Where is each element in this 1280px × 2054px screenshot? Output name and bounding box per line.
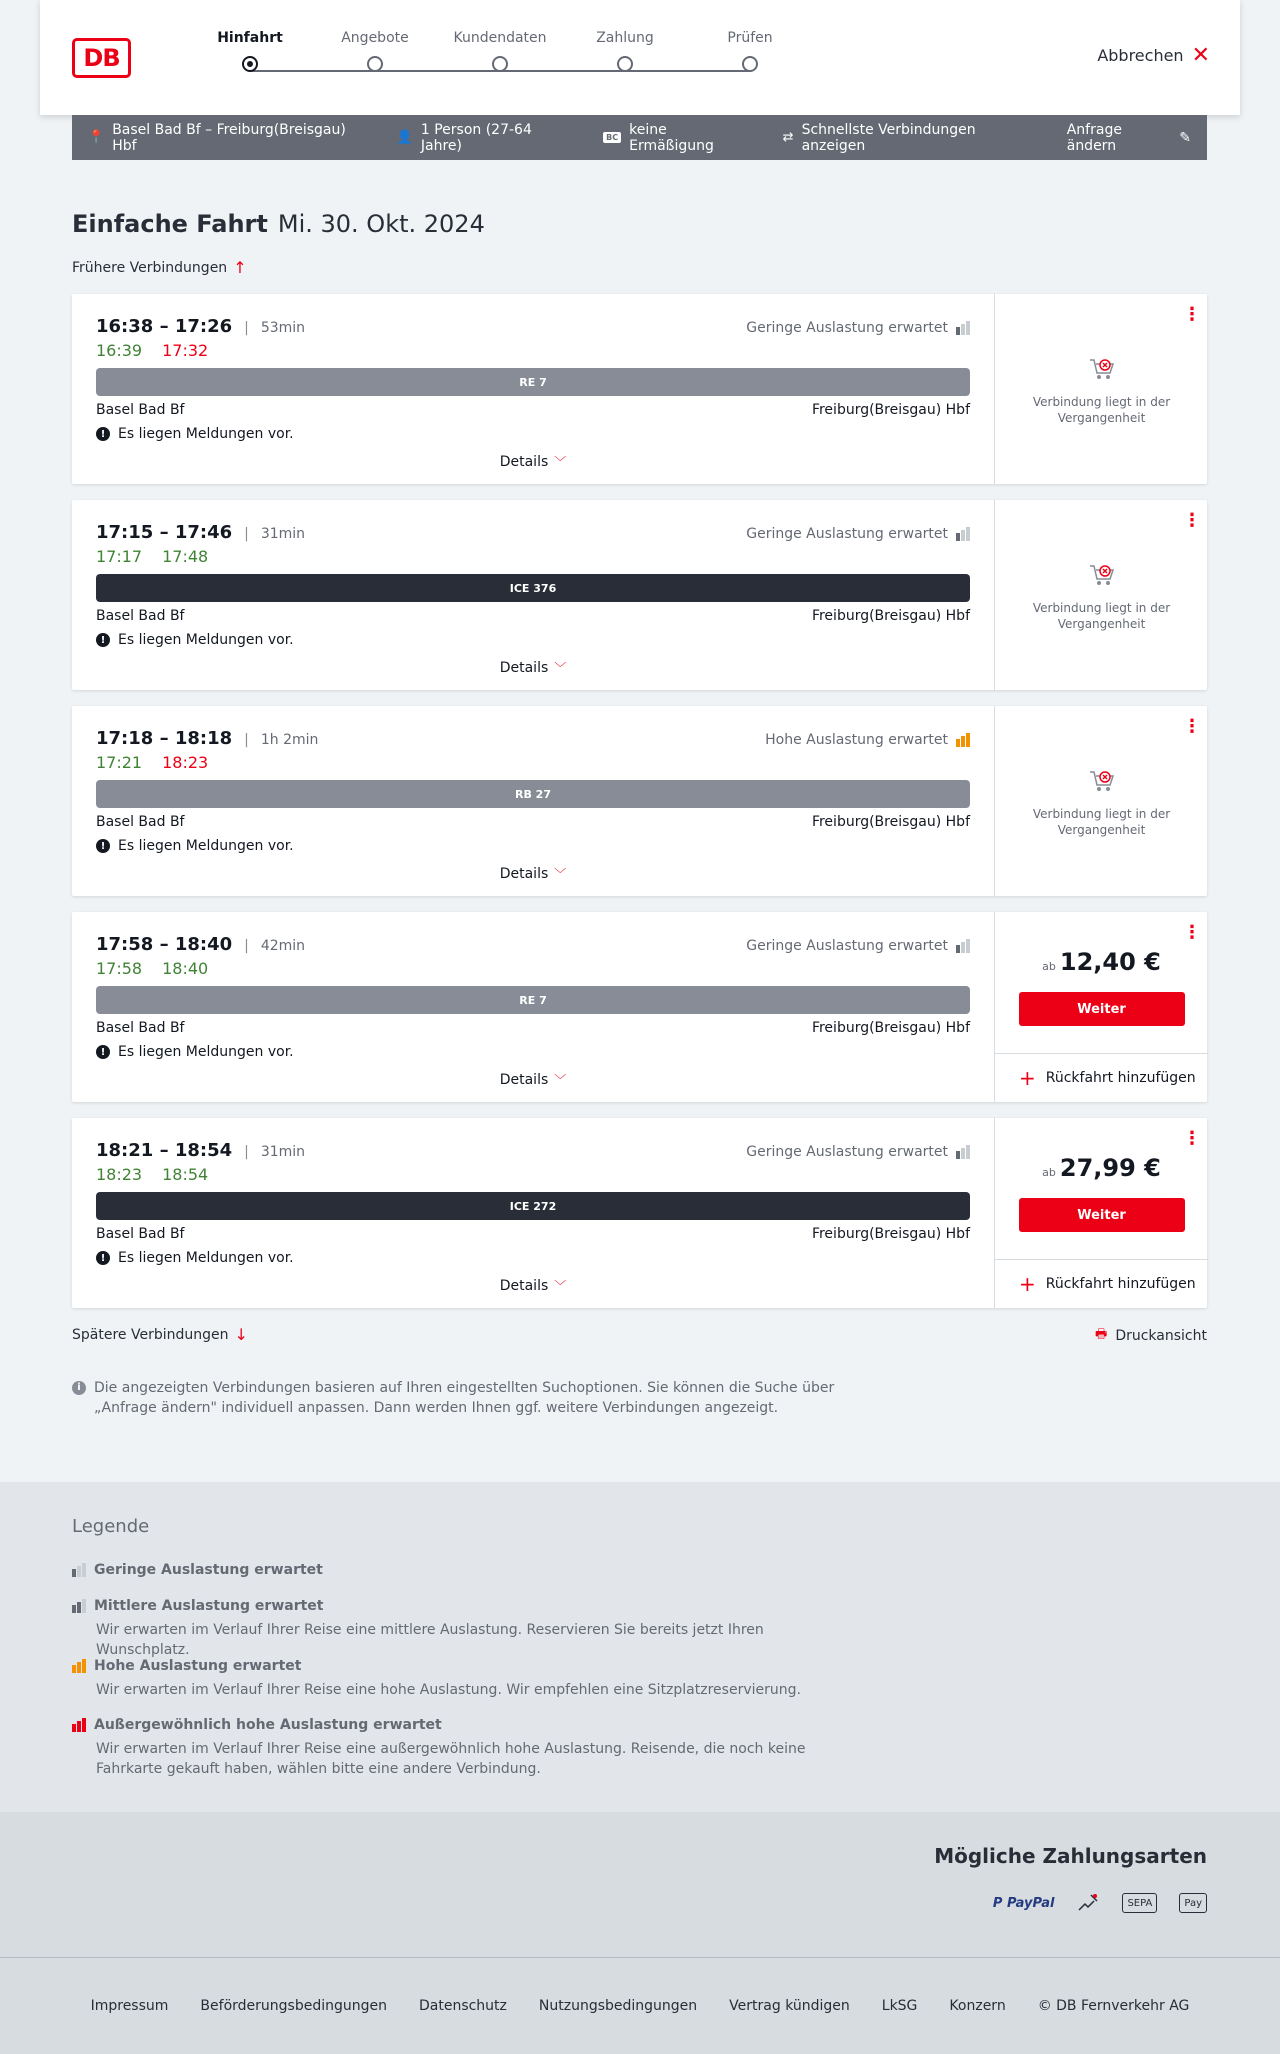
summary-discount — [603, 122, 751, 154]
stations-row — [96, 1226, 970, 1242]
divider: | — [244, 526, 249, 542]
booking-progress — [210, 30, 773, 90]
payment-methods-section — [0, 1812, 1280, 1957]
summary-route — [88, 122, 365, 154]
footer-link-nutzungsbedingungen[interactable]: Nutzungsbedingungen — [538, 1998, 698, 2014]
trip-type: Einfache Fahrt — [72, 210, 268, 238]
realtime-row — [96, 341, 970, 360]
earlier-label: Frühere Verbindungen — [72, 259, 228, 276]
details-toggle[interactable] — [72, 453, 994, 470]
bahncard-icon: BC — [603, 132, 621, 143]
cancel-button[interactable] — [1097, 42, 1210, 68]
stations-row — [96, 608, 970, 624]
edit-request-label: Anfrage ändern — [1066, 121, 1122, 154]
continue-button[interactable]: Weiter — [1019, 1198, 1185, 1232]
origin-station: Basel Bad Bf — [96, 814, 185, 830]
notice-text: Es liegen Meldungen vor. — [118, 426, 294, 442]
details-label: Details — [499, 866, 549, 882]
continue-button[interactable]: Weiter — [1019, 992, 1185, 1026]
direct-debit-icon — [1076, 1892, 1100, 1914]
duration: 31min — [260, 1144, 306, 1160]
realtime-departure: 17:58 — [96, 959, 143, 978]
notice-text: Es liegen Meldungen vor. — [118, 838, 294, 854]
offer-panel — [994, 500, 1207, 690]
notice-row — [96, 838, 970, 854]
train-segment[interactable]: RE 7 — [96, 368, 970, 396]
occupancy-indicator — [746, 1144, 970, 1160]
step-label: Kundendaten — [453, 30, 547, 46]
route-text: Basel Bad Bf – Freiburg(Breisgau) Hbf — [112, 121, 346, 154]
price-area — [995, 948, 1208, 1026]
chevron-down-icon: ﹀ — [554, 867, 567, 881]
chevron-down-icon: ﹀ — [554, 455, 567, 469]
planned-times: 17:18 – 18:18 — [96, 728, 233, 749]
train-segment[interactable]: ICE 376 — [96, 574, 970, 602]
step-dot — [242, 56, 258, 72]
connection-card[interactable] — [72, 500, 1207, 690]
cart-unavailable-icon — [1088, 768, 1116, 794]
connection-card[interactable] — [72, 1118, 1207, 1308]
info-note — [72, 1378, 852, 1418]
details-label: Details — [499, 1278, 549, 1294]
notice-row — [96, 1044, 970, 1060]
destination-station: Freiburg(Breisgau) Hbf — [811, 814, 970, 830]
connection-card[interactable] — [72, 706, 1207, 896]
occupancy-low-icon — [72, 1563, 86, 1577]
print-view-link[interactable] — [1095, 1325, 1207, 1347]
return-label: Rückfahrt hinzufügen — [1045, 1276, 1196, 1292]
footer-link-vertrag-kuendigen[interactable]: Vertrag kündigen — [729, 1998, 850, 2014]
price: 27,99 € — [1059, 1154, 1161, 1182]
cancel-label: Abbrechen — [1097, 46, 1184, 65]
step-dot — [617, 56, 633, 72]
alert-icon: ! — [96, 633, 110, 647]
step-dot — [742, 56, 758, 72]
divider: | — [244, 1144, 249, 1160]
offer-panel — [994, 1118, 1207, 1308]
past-connection-note — [995, 356, 1208, 426]
duration: 53min — [260, 320, 306, 336]
chevron-down-icon: ﹀ — [554, 661, 567, 675]
alert-icon: ! — [96, 1251, 110, 1265]
planned-times: 17:15 – 17:46 — [96, 522, 233, 543]
details-label: Details — [499, 660, 549, 676]
notice-row — [96, 1250, 970, 1266]
footer-link-lksg[interactable]: LkSG — [881, 1998, 918, 2014]
occupancy-high-icon — [956, 733, 970, 747]
offer-panel — [994, 912, 1207, 1102]
past-label: Verbindung liegt in der Vergangenheit — [1032, 807, 1171, 837]
footer — [0, 1957, 1280, 2054]
notice-row — [96, 632, 970, 648]
page-title — [72, 210, 485, 238]
stations-row — [96, 1020, 970, 1036]
origin-station: Basel Bad Bf — [96, 1020, 185, 1036]
planned-times: 17:58 – 18:40 — [96, 934, 233, 955]
step-angebote — [320, 30, 430, 72]
sepa-icon: SEPA — [1122, 1893, 1157, 1913]
step-label: Hinfahrt — [217, 30, 283, 46]
discount-text: keine Ermäßigung — [629, 121, 714, 154]
footer-link-datenschutz[interactable]: Datenschutz — [418, 1998, 507, 2014]
search-summary-bar — [72, 115, 1207, 160]
occupancy-low-icon — [956, 1145, 970, 1159]
realtime-departure: 16:39 — [96, 341, 143, 360]
price-prefix: ab — [1042, 960, 1056, 973]
origin-station: Basel Bad Bf — [96, 402, 185, 418]
footer-link-konzern[interactable]: Konzern — [949, 1998, 1006, 2014]
connection-card[interactable] — [72, 912, 1207, 1102]
arrow-down-icon: ↓ — [234, 1325, 248, 1344]
destination-station: Freiburg(Breisgau) Hbf — [811, 1226, 970, 1242]
details-toggle[interactable] — [72, 1071, 994, 1088]
realtime-departure: 18:23 — [96, 1165, 143, 1184]
more-options-icon[interactable]: ⋮ — [1183, 716, 1201, 737]
divider: | — [244, 938, 249, 954]
notice-text: Es liegen Meldungen vor. — [118, 632, 294, 648]
plus-icon: + — [1019, 1272, 1036, 1296]
price: 12,40 € — [1059, 948, 1161, 976]
legend-item-low — [72, 1562, 852, 1578]
paypal-icon: P PayPal — [992, 1895, 1055, 1911]
details-toggle[interactable] — [72, 659, 994, 676]
legend-label: Mittlere Auslastung erwartet — [94, 1598, 324, 1614]
occupancy-low-icon — [956, 321, 970, 335]
alert-icon: ! — [96, 839, 110, 853]
add-return-trip-button[interactable] — [995, 1259, 1208, 1308]
past-connection-note — [995, 768, 1208, 838]
legend-desc: Wir erwarten im Verlauf Ihrer Reise eine mittlere Auslastung. Reservieren Sie bereits jetzt Ihren Wunschplatz. — [96, 1622, 764, 1658]
info-text: Die angezeigten Verbindungen basieren auf Ihren eingestellten Suchoptionen. Sie können die Suche über „Anfrage ändern" individuell anpassen. Dann werden Ihnen ggf. weitere Verbindungen angezeigt. — [94, 1380, 835, 1416]
step-label: Prüfen — [727, 30, 773, 46]
apple-pay-text: Pay — [1184, 1897, 1202, 1909]
realtime-row — [96, 547, 970, 566]
more-options-icon[interactable]: ⋮ — [1183, 922, 1201, 943]
destination-station: Freiburg(Breisgau) Hbf — [811, 608, 970, 624]
notice-text: Es liegen Meldungen vor. — [118, 1044, 294, 1060]
legend-label: Hohe Auslastung erwartet — [94, 1658, 302, 1674]
details-label: Details — [499, 1072, 549, 1088]
origin-station: Basel Bad Bf — [96, 608, 185, 624]
price-area — [995, 1154, 1208, 1232]
offer-panel — [994, 706, 1207, 896]
details-label: Details — [499, 454, 549, 470]
notice-text: Es liegen Meldungen vor. — [118, 1250, 294, 1266]
occupancy-label: Geringe Auslastung erwartet — [746, 320, 948, 336]
footer-copyright: © DB Fernverkehr AG — [1037, 1998, 1190, 2014]
stations-row — [96, 402, 970, 418]
person-icon: 👤 — [396, 130, 413, 145]
occupancy-very-high-icon — [72, 1718, 86, 1732]
realtime-row — [96, 753, 970, 772]
add-return-trip-button[interactable] — [995, 1053, 1208, 1102]
price-prefix: ab — [1042, 1166, 1056, 1179]
trip-date: Mi. 30. Okt. 2024 — [277, 210, 485, 238]
payment-icons — [993, 1892, 1207, 1914]
train-segment[interactable]: ICE 272 — [96, 1192, 970, 1220]
swap-arrows-icon: ⇄ — [782, 130, 794, 145]
chevron-down-icon: ﹀ — [554, 1279, 567, 1293]
step-zahlung — [570, 30, 680, 72]
legend-desc: Wir erwarten im Verlauf Ihrer Reise eine hohe Auslastung. Wir empfehlen eine Sitzplatzreservierung. — [96, 1682, 801, 1698]
print-label: Druckansicht — [1115, 1328, 1207, 1344]
train-segment[interactable]: RB 27 — [96, 780, 970, 808]
duration: 42min — [260, 938, 306, 954]
footer-link-impressum[interactable]: Impressum — [90, 1998, 169, 2014]
notice-row — [96, 426, 970, 442]
payment-title: Mögliche Zahlungsarten — [934, 1844, 1207, 1868]
cart-unavailable-icon — [1088, 562, 1116, 588]
duration: 1h 2min — [260, 732, 319, 748]
details-toggle[interactable] — [72, 1277, 994, 1294]
header — [40, 0, 1240, 115]
footer-link-befoerderungsbedingungen[interactable]: Beförderungsbedingungen — [200, 1998, 387, 2014]
occupancy-low-icon — [956, 939, 970, 953]
realtime-departure: 17:21 — [96, 753, 143, 772]
step-hinfahrt[interactable] — [195, 30, 305, 72]
planned-times: 18:21 – 18:54 — [96, 1140, 233, 1161]
fastest-text: Schnellste Verbindungen anzeigen — [801, 121, 976, 154]
realtime-arrival: 17:32 — [162, 341, 209, 360]
more-options-icon[interactable]: ⋮ — [1183, 1128, 1201, 1149]
location-pin-icon: 📍 — [88, 130, 105, 145]
destination-station: Freiburg(Breisgau) Hbf — [811, 402, 970, 418]
step-dot — [367, 56, 383, 72]
plus-icon: + — [1019, 1066, 1036, 1090]
past-connection-note — [995, 562, 1208, 632]
edit-request-button[interactable] — [1067, 122, 1191, 154]
cart-unavailable-icon — [1088, 356, 1116, 382]
past-label: Verbindung liegt in der Vergangenheit — [1032, 395, 1171, 425]
occupancy-indicator — [746, 938, 970, 954]
printer-icon: 🖶 — [1095, 1327, 1108, 1342]
return-label: Rückfahrt hinzufügen — [1045, 1070, 1196, 1086]
occupancy-label: Geringe Auslastung erwartet — [746, 1144, 948, 1160]
occupancy-low-icon — [956, 527, 970, 541]
origin-station: Basel Bad Bf — [96, 1226, 185, 1242]
divider: | — [244, 320, 249, 336]
more-options-icon[interactable]: ⋮ — [1183, 510, 1201, 531]
realtime-row — [96, 1165, 970, 1184]
later-connections-link[interactable] — [72, 1325, 248, 1344]
later-label: Spätere Verbindungen — [72, 1326, 229, 1343]
offer-panel — [994, 294, 1207, 484]
realtime-arrival: 17:48 — [162, 547, 209, 566]
stations-row — [96, 814, 970, 830]
info-icon: i — [72, 1381, 86, 1395]
occupancy-indicator — [765, 732, 970, 748]
occupancy-high-icon — [72, 1659, 86, 1673]
passengers-text: 1 Person (27-64 Jahre) — [420, 121, 532, 154]
occupancy-label: Geringe Auslastung erwartet — [746, 526, 948, 542]
legend-item-medium — [72, 1598, 852, 1660]
legend-item-very-high — [72, 1717, 852, 1779]
occupancy-label: Geringe Auslastung erwartet — [746, 938, 948, 954]
realtime-departure: 17:17 — [96, 547, 143, 566]
occupancy-medium-icon — [72, 1599, 86, 1613]
apple-pay-icon — [1179, 1893, 1207, 1913]
step-kundendaten — [445, 30, 555, 72]
legend-desc: Wir erwarten im Verlauf Ihrer Reise eine außergewöhnlich hohe Auslastung. Reisende, die noch keine Fahrkarte gekauft haben, wählen bitte eine andere Verbindung. — [96, 1741, 806, 1777]
arrow-up-icon: ↑ — [233, 258, 247, 277]
db-logo[interactable]: DB — [72, 38, 131, 78]
legend-label: Geringe Auslastung erwartet — [94, 1562, 323, 1578]
chevron-down-icon: ﹀ — [554, 1073, 567, 1087]
earlier-connections-link[interactable] — [72, 258, 247, 277]
step-pruefen — [695, 30, 805, 72]
occupancy-indicator — [746, 526, 970, 542]
alert-icon: ! — [96, 427, 110, 441]
more-options-icon[interactable]: ⋮ — [1183, 304, 1201, 325]
summary-fastest-toggle[interactable] — [783, 122, 1035, 154]
legend-label: Außergewöhnlich hohe Auslastung erwartet — [94, 1717, 442, 1733]
duration: 31min — [260, 526, 306, 542]
occupancy-indicator — [746, 320, 970, 336]
legend-section — [0, 1482, 1280, 1812]
close-icon: ✕ — [1191, 42, 1210, 68]
details-toggle[interactable] — [72, 865, 994, 882]
step-label: Angebote — [341, 30, 409, 46]
realtime-arrival: 18:40 — [162, 959, 209, 978]
occupancy-label: Hohe Auslastung erwartet — [765, 732, 948, 748]
realtime-arrival: 18:54 — [162, 1165, 209, 1184]
summary-passengers — [397, 122, 571, 154]
step-dot — [492, 56, 508, 72]
destination-station: Freiburg(Breisgau) Hbf — [811, 1020, 970, 1036]
past-label: Verbindung liegt in der Vergangenheit — [1032, 601, 1171, 631]
train-segment[interactable]: RE 7 — [96, 986, 970, 1014]
realtime-arrival: 18:23 — [162, 753, 209, 772]
step-label: Zahlung — [596, 30, 654, 46]
legend-item-high — [72, 1658, 852, 1700]
realtime-row — [96, 959, 970, 978]
legend-title: Legende — [72, 1516, 150, 1537]
divider: | — [244, 732, 249, 748]
pencil-icon: ✎ — [1179, 129, 1191, 146]
connection-card[interactable] — [72, 294, 1207, 484]
alert-icon: ! — [96, 1045, 110, 1059]
planned-times: 16:38 – 17:26 — [96, 316, 233, 337]
